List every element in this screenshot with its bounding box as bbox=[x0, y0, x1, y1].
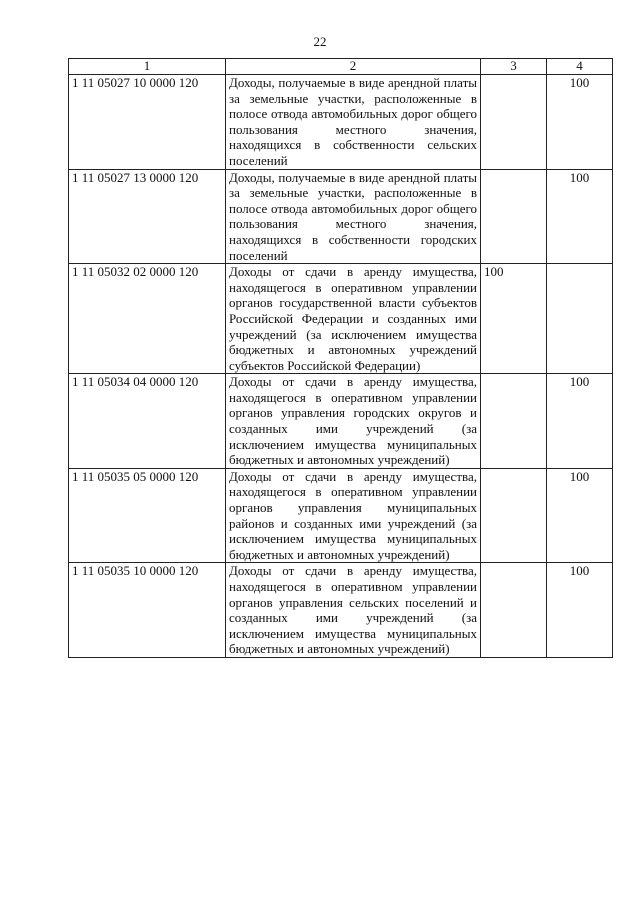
budget-code: 1 11 05035 10 0000 120 bbox=[69, 563, 226, 658]
table-header-row bbox=[69, 59, 613, 75]
column-header-3: 3 bbox=[481, 59, 547, 75]
value-col4: 100 bbox=[547, 468, 613, 563]
budget-code: 1 11 05035 05 0000 120 bbox=[69, 468, 226, 563]
revenue-description: Доходы от сдачи в аренду имущества, находящегося в оперативном управлении органов управления сельских поселений и созданных ими учреждений (за исключением имущества муниципальных бюджетных и автономных учреждений) bbox=[226, 563, 481, 658]
page-number: 22 bbox=[313, 34, 327, 49]
value-col3 bbox=[481, 169, 547, 264]
revenue-description: Доходы от сдачи в аренду имущества, находящегося в оперативном управлении органов управления городских округов и созданных ими учреждений (за исключением имущества муниципальных бюджетных и автономных учреждений) bbox=[226, 374, 481, 469]
value-col4: 100 bbox=[547, 563, 613, 658]
value-col3 bbox=[481, 563, 547, 658]
table-row bbox=[69, 169, 613, 264]
budget-code: 1 11 05027 10 0000 120 bbox=[69, 75, 226, 170]
budget-code: 1 11 05032 02 0000 120 bbox=[69, 264, 226, 374]
value-col3 bbox=[481, 374, 547, 469]
revenue-description: Доходы, получаемые в виде арендной платы за земельные участки, расположенные в полосе отвода автомобильных дорог общего пользования местного значения, находящихся в собственности городских поселений bbox=[226, 169, 481, 264]
table-row bbox=[69, 264, 613, 374]
value-col4: 100 bbox=[547, 169, 613, 264]
value-col3: 100 bbox=[481, 264, 547, 374]
revenue-description: Доходы от сдачи в аренду имущества, находящегося в оперативном управлении органов управления муниципальных районов и созданных ими учреждений (за исключением имущества муниципальных бюджетных и автономных учреждений) bbox=[226, 468, 481, 563]
revenue-table bbox=[68, 58, 613, 658]
value-col4: 100 bbox=[547, 75, 613, 170]
table-row bbox=[69, 75, 613, 170]
column-header-1: 1 bbox=[69, 59, 226, 75]
value-col3 bbox=[481, 75, 547, 170]
value-col4 bbox=[547, 264, 613, 374]
revenue-description: Доходы от сдачи в аренду имущества, находящегося в оперативном управлении органов государственной власти субъектов Российской Федерации и созданных ими учреждений (за исключением имущества бюджетных и автономных учреждений субъектов Российской Федерации) bbox=[226, 264, 481, 374]
column-header-4: 4 bbox=[547, 59, 613, 75]
table-row bbox=[69, 468, 613, 563]
column-header-2: 2 bbox=[226, 59, 481, 75]
table-row bbox=[69, 563, 613, 658]
table-row bbox=[69, 374, 613, 469]
value-col3 bbox=[481, 468, 547, 563]
value-col4: 100 bbox=[547, 374, 613, 469]
revenue-description: Доходы, получаемые в виде арендной платы за земельные участки, расположенные в полосе отвода автомобильных дорог общего пользования местного значения, находящихся в собственности сельских поселений bbox=[226, 75, 481, 170]
budget-code: 1 11 05034 04 0000 120 bbox=[69, 374, 226, 469]
budget-code: 1 11 05027 13 0000 120 bbox=[69, 169, 226, 264]
